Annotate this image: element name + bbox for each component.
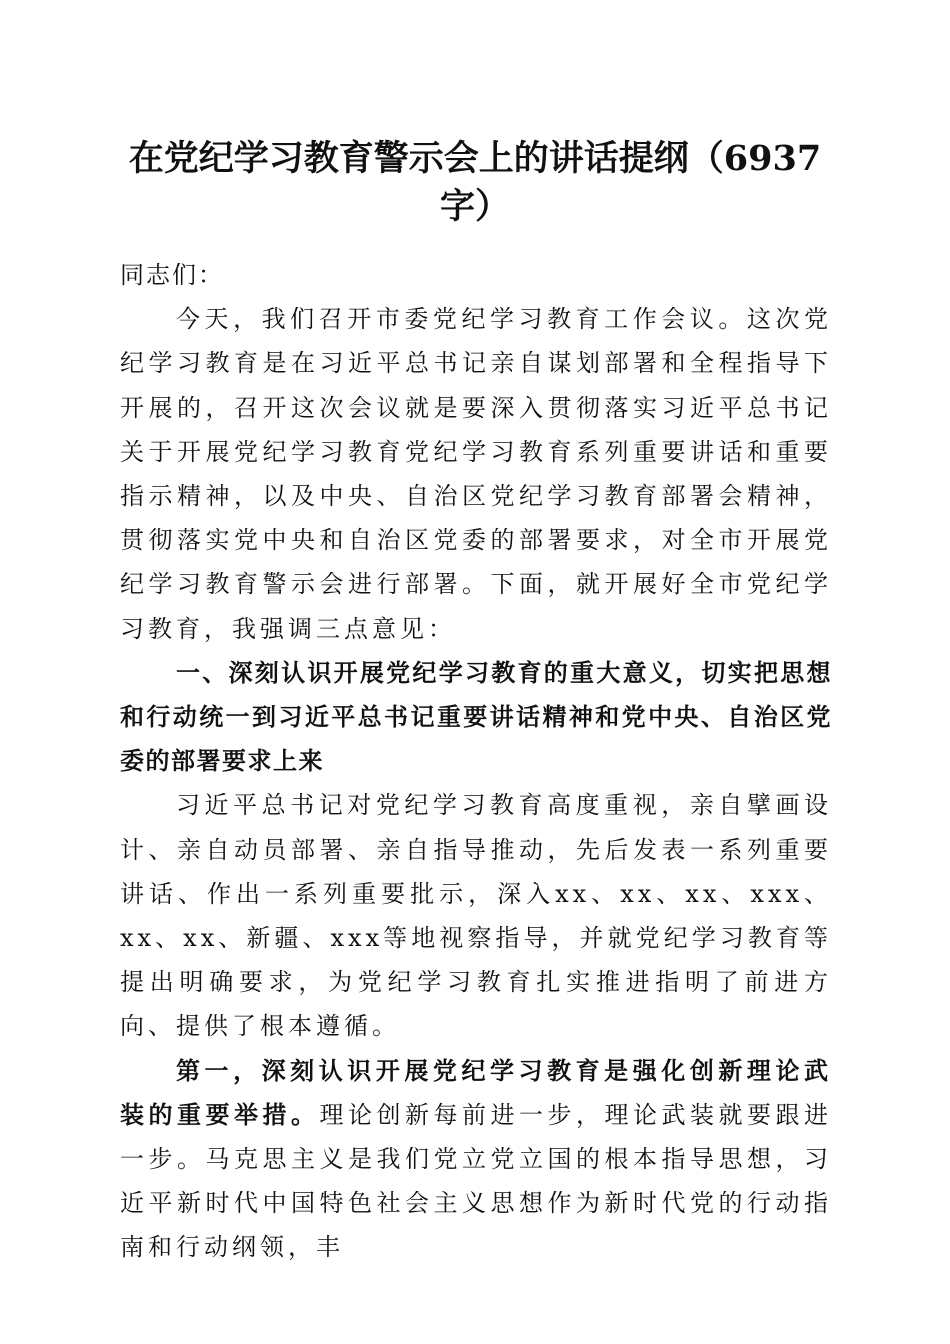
document-title: 在党纪学习教育警示会上的讲话提纲（6937字） bbox=[128, 138, 822, 227]
section-heading-1: 一、深刻认识开展党纪学习教育的重大意义，切实把思想和行动统一到习近平总书记重要讲话精神和党中央、自治区党委的部署要求上来 bbox=[120, 658, 832, 776]
paragraph-intro: 今天，我们召开市委党纪学习教育工作会议。这次党纪学习教育是在习近平总书记亲自谋划部署和全程指导下开展的，召开这次会议就是要深入贯彻落实习近平总书记关于开展党纪学习教育党纪学习教育系列重要讲话和重要指示精神，以及中央、自治区党纪学习教育部署会精神，贯彻落实党中央和自治区党委的部署要求，对全市开展党纪学习教育警示会进行部署。下面，就开展好全市党纪学习教育，我强调三点意见： bbox=[120, 305, 832, 643]
point-1-text: 理论创新每前进一步，理论武装就要跟进一步。马克思主义是我们党立党立国的根本指导思想，习近平新时代中国特色社会主义思想作为新时代党的行动指南和行动纲领，丰 bbox=[120, 1100, 832, 1262]
document-body bbox=[120, 253, 832, 1270]
paragraph-section-1: 习近平总书记对党纪学习教育高度重视，亲自擘画设计、亲自动员部署、亲自指导推动，先后发表一系列重要讲话、作出一系列重要批示，深入xx、xx、xx、xxx、xx、xx、新疆、xxx等地视察指导，并就党纪学习教育等提出明确要求，为党纪学习教育扎实推进指明了前进方向、提供了根本遵循。 bbox=[120, 791, 832, 1041]
point-1-lead: 第一，深刻认识开展党纪学习教育是强化创新理论武装的重要举措。 bbox=[120, 1055, 832, 1129]
salutation: 同志们： bbox=[120, 261, 224, 289]
paragraph-point-1 bbox=[120, 1049, 832, 1270]
